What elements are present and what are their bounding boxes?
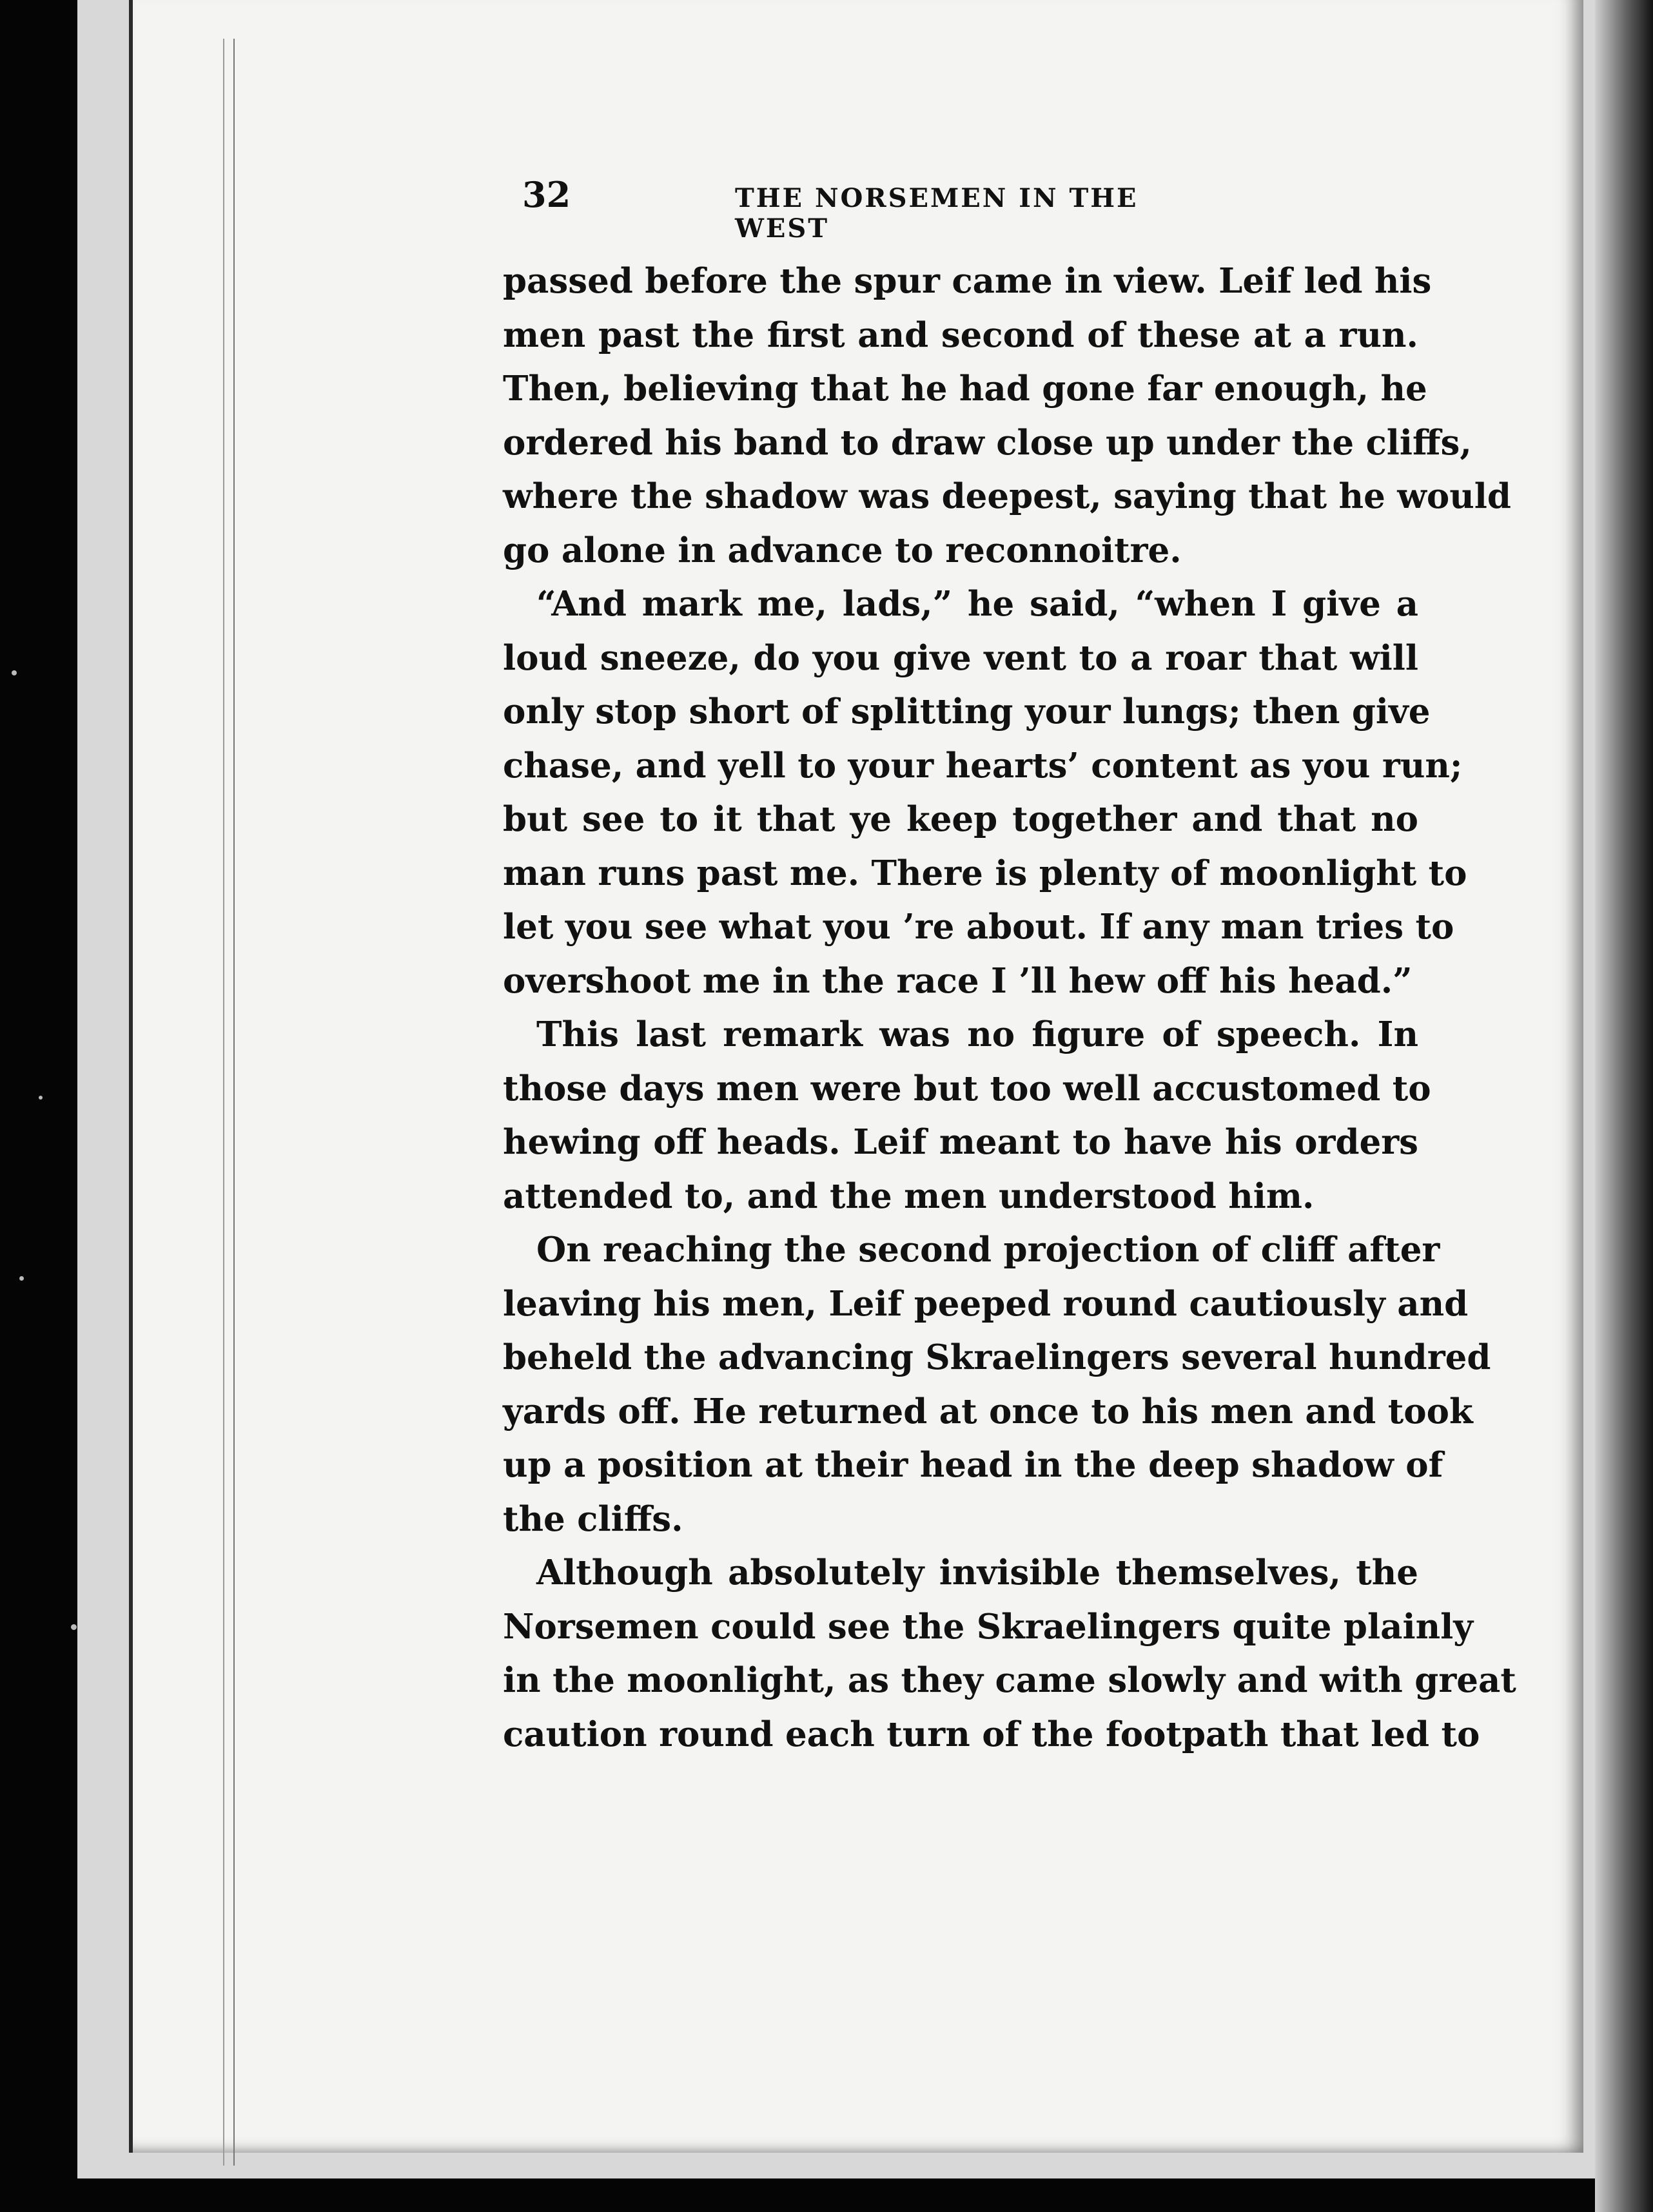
text-line: caution round each turn of the footpath that led to [503, 1714, 1480, 1754]
text-line: ordered his band to draw close up under the cliffs, [503, 422, 1472, 463]
text-line: overshoot me in the race I ’ll hew off his head.” [503, 960, 1413, 1001]
text-line: let you see what you ’re about. If any man tries to [503, 907, 1454, 947]
text-line: go alone in advance to reconnoitre. [503, 530, 1182, 570]
text-line: but see to it that ye keep together and that no [503, 799, 1418, 839]
text-line: hewing off heads. Leif meant to have his orders [503, 1122, 1418, 1162]
page-number: 32 [522, 174, 571, 215]
text-line: yards off. He returned at once to his men and took [503, 1391, 1473, 1431]
text-line: chase, and yell to your hearts’ content as you run; [503, 745, 1463, 786]
text-line: This last remark was no figure of speech. In [536, 1014, 1418, 1054]
text-line: attended to, and the men understood him. [503, 1176, 1315, 1216]
text-line: in the moonlight, as they came slowly and with great [503, 1660, 1516, 1700]
text-line: the cliffs. [503, 1499, 683, 1539]
running-head: THE NORSEMEN IN THE WEST [735, 183, 1139, 244]
text-line: Norsemen could see the Skraelingers quite plainly [503, 1606, 1474, 1647]
text-line: beheld the advancing Skraelingers several hundred [503, 1337, 1491, 1377]
book-binding-shadow [1595, 0, 1653, 2212]
text-line: up a position at their head in the deep shadow of [503, 1445, 1443, 1485]
scan-speck [39, 1096, 43, 1100]
scan-speck [12, 670, 17, 675]
scan-speck [19, 1276, 24, 1281]
text-line: “And mark me, lads,” he said, “when I give a [536, 584, 1418, 624]
text-line: only stop short of splitting your lungs; then give [503, 692, 1431, 732]
text-line: men past the first and second of these at a run. [503, 315, 1418, 355]
text-line: Then, believing that he had gone far enough, he [503, 369, 1427, 409]
text-line: On reaching the second projection of cliff after [536, 1230, 1440, 1270]
text-line: where the shadow was deepest, saying that he would [503, 476, 1511, 516]
text-line: passed before the spur came in view. Leif led his [503, 261, 1432, 301]
text-line: loud sneeze, do you give vent to a roar that will [503, 637, 1418, 678]
text-line: Although absolutely invisible themselves, the [536, 1553, 1418, 1593]
text-line: leaving his men, Leif peeped round cautiously and [503, 1283, 1469, 1324]
body-text [503, 255, 1516, 1761]
page-header [522, 174, 1206, 244]
text-line: those days men were but too well accustomed to [503, 1068, 1431, 1109]
scan-speck [71, 1624, 77, 1630]
page-gutter-lines [223, 39, 235, 2166]
text-line: man runs past me. There is plenty of moonlight to [503, 853, 1467, 893]
